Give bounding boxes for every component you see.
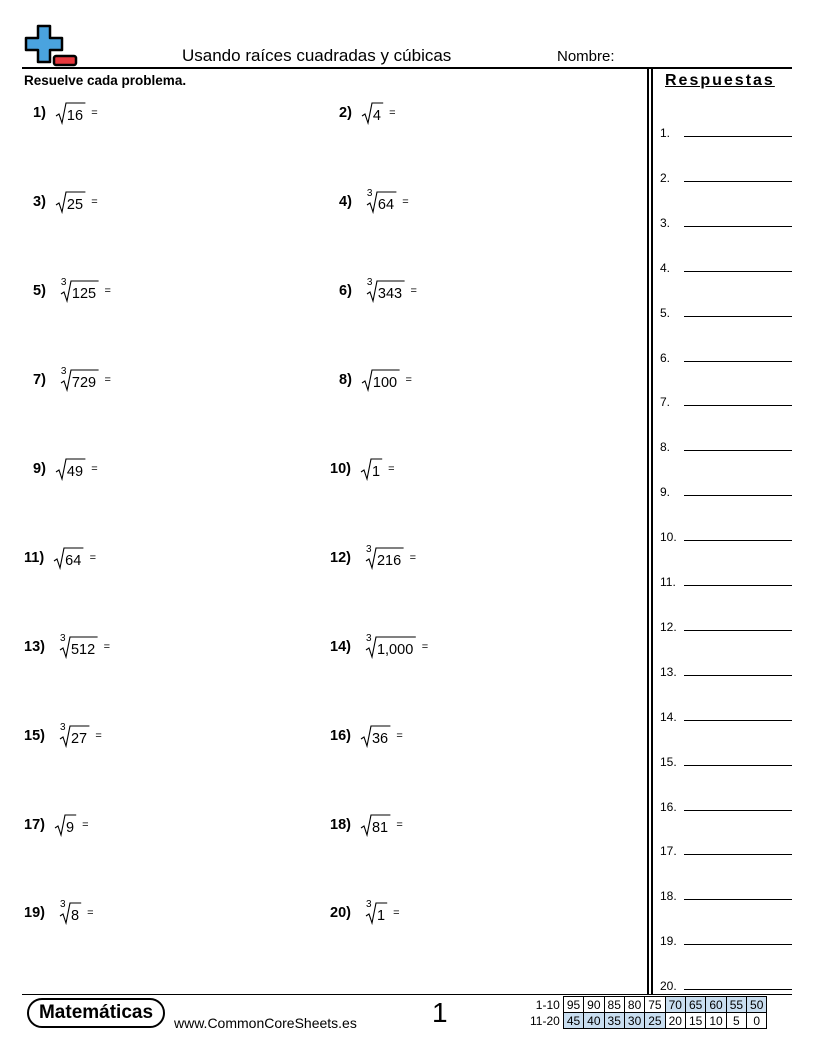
- problem-number: 12): [330, 550, 351, 566]
- answer-line-17[interactable]: [660, 838, 792, 858]
- score-cell: 85: [604, 997, 624, 1013]
- answer-line-15[interactable]: [660, 749, 792, 769]
- answer-blank[interactable]: [684, 764, 792, 766]
- radicand: 1: [376, 908, 386, 924]
- equals-sign: =: [95, 730, 102, 742]
- answer-blank[interactable]: [684, 629, 792, 631]
- answer-number: 18.: [660, 889, 677, 904]
- score-cell: 95: [563, 997, 583, 1013]
- answer-number: 14.: [660, 709, 677, 724]
- radicand: 343: [377, 286, 403, 302]
- square-root: [53, 812, 76, 838]
- cube-root: [53, 900, 81, 926]
- problem-12: [330, 543, 416, 573]
- equals-sign: =: [396, 730, 403, 742]
- score-cell: 40: [584, 1013, 604, 1029]
- answer-number: 4.: [660, 260, 671, 275]
- problem-18: [330, 810, 403, 840]
- answer-line-5[interactable]: [660, 300, 792, 320]
- equals-sign: =: [89, 552, 96, 564]
- score-cell: 25: [645, 1013, 665, 1029]
- problem-number: 5): [33, 283, 46, 299]
- radicand: 125: [71, 286, 97, 302]
- problem-number: 16): [330, 728, 351, 744]
- score-row: [530, 1013, 767, 1029]
- answer-line-3[interactable]: [660, 210, 792, 230]
- problem-number: 19): [24, 905, 45, 921]
- problem-number: 10): [330, 461, 351, 477]
- equals-sign: =: [87, 907, 94, 919]
- score-cell: 15: [685, 1013, 705, 1029]
- answer-blank[interactable]: [684, 988, 792, 990]
- score-cell: 90: [584, 997, 604, 1013]
- answer-number: 17.: [660, 844, 677, 859]
- answer-number: 15.: [660, 754, 677, 769]
- square-root: [52, 545, 83, 571]
- score-cell: 80: [624, 997, 644, 1013]
- score-cell: 35: [604, 1013, 624, 1029]
- equals-sign: =: [389, 107, 396, 119]
- radicand: 1,000: [376, 642, 414, 658]
- answer-blank[interactable]: [684, 674, 792, 676]
- problem-number: 13): [24, 639, 45, 655]
- answer-line-19[interactable]: [660, 928, 792, 948]
- equals-sign: =: [393, 907, 400, 919]
- answer-line-6[interactable]: [660, 345, 792, 365]
- problem-14: [330, 632, 428, 662]
- root-index: 3: [365, 544, 372, 555]
- answer-line-18[interactable]: [660, 883, 792, 903]
- problem-9: [33, 454, 98, 484]
- answer-line-1[interactable]: [660, 120, 792, 140]
- problem-number: 18): [330, 817, 351, 833]
- score-row-label: 11-20: [530, 1013, 560, 1028]
- radicand: 100: [372, 375, 398, 391]
- root-index: 3: [59, 899, 66, 910]
- radicand: 27: [70, 731, 88, 747]
- square-root: [359, 456, 382, 482]
- cube-root: [359, 634, 416, 660]
- answer-blank[interactable]: [684, 315, 792, 317]
- answer-blank[interactable]: [684, 719, 792, 721]
- equals-sign: =: [104, 374, 111, 386]
- cube-root: [54, 367, 99, 393]
- score-cell: 65: [685, 997, 705, 1013]
- root-index: 3: [59, 722, 66, 733]
- problem-number: 17): [24, 817, 45, 833]
- problem-17: [24, 810, 89, 840]
- root-index: 3: [59, 633, 66, 644]
- square-root: [54, 100, 85, 126]
- square-root: [54, 189, 85, 215]
- radicand: 9: [65, 820, 75, 836]
- problem-number: 14): [330, 639, 351, 655]
- problem-4: [339, 187, 409, 217]
- score-cell: 75: [645, 997, 665, 1013]
- site-url: www.CommonCoreSheets.es: [174, 1015, 357, 1031]
- equals-sign: =: [421, 641, 429, 653]
- root-index: 3: [60, 277, 67, 288]
- brand-badge: Matemáticas: [27, 998, 165, 1028]
- radicand: 81: [371, 820, 389, 836]
- answer-number: 1.: [660, 126, 671, 140]
- score-cell: 45: [563, 1013, 583, 1029]
- score-cell: 10: [706, 1013, 726, 1029]
- instructions: Resuelve cada problema.: [24, 73, 187, 88]
- answer-blank[interactable]: [684, 584, 792, 586]
- answer-number: 9.: [660, 485, 671, 500]
- square-root: [359, 723, 390, 749]
- answer-number: 12.: [660, 619, 677, 634]
- answer-number: 8.: [660, 440, 671, 455]
- radicand: 16: [66, 108, 84, 124]
- answer-blank[interactable]: [684, 360, 792, 362]
- problem-number: 9): [33, 461, 46, 477]
- score-cell: 55: [726, 997, 746, 1013]
- problem-number: 11): [24, 550, 45, 566]
- problem-number: 8): [339, 372, 352, 388]
- answer-number: 5.: [660, 305, 671, 320]
- answer-blank[interactable]: [684, 449, 792, 451]
- problem-number: 15): [24, 728, 45, 744]
- equals-sign: =: [405, 374, 412, 386]
- score-cell: 5: [726, 1013, 746, 1029]
- problem-16: [330, 721, 403, 751]
- problem-number: 6): [339, 283, 352, 299]
- square-root: [54, 456, 85, 482]
- score-cell: 0: [747, 1013, 767, 1029]
- answer-blank[interactable]: [684, 270, 792, 272]
- answer-line-8[interactable]: [660, 434, 792, 454]
- radicand: 4: [372, 108, 381, 124]
- plus-minus-logo-icon: [22, 24, 80, 68]
- root-index: 3: [60, 366, 67, 377]
- equals-sign: =: [103, 641, 110, 653]
- square-root: [360, 100, 383, 126]
- answer-line-10[interactable]: [660, 524, 792, 544]
- problem-number: 20): [330, 905, 351, 921]
- cube-root: [360, 189, 396, 215]
- problem-20: [330, 898, 400, 928]
- equals-sign: =: [91, 196, 98, 208]
- answer-number: 16.: [660, 799, 677, 814]
- answer-blank[interactable]: [684, 494, 792, 496]
- answer-line-7[interactable]: [660, 389, 792, 409]
- equals-sign: =: [91, 463, 98, 475]
- root-index: 3: [366, 277, 373, 288]
- answer-line-20[interactable]: [660, 973, 792, 993]
- score-cell: 50: [747, 997, 767, 1013]
- equals-sign: =: [104, 285, 111, 297]
- answer-number: 11.: [660, 575, 676, 589]
- equals-sign: =: [409, 552, 416, 564]
- problem-2: [339, 98, 396, 128]
- answer-number: 2.: [660, 170, 671, 185]
- square-root: [360, 367, 400, 393]
- cube-root: [360, 278, 405, 304]
- root-index: 3: [365, 899, 372, 910]
- problem-19: [24, 898, 94, 928]
- answer-number: 7.: [660, 395, 671, 410]
- answer-number: 19.: [660, 934, 677, 949]
- answer-blank[interactable]: [684, 135, 792, 137]
- answer-number: 20.: [660, 979, 677, 994]
- worksheet-title: Usando raíces cuadradas y cúbicas: [182, 46, 452, 65]
- answer-blank[interactable]: [684, 853, 792, 855]
- problem-5: [33, 276, 111, 306]
- answer-line-11[interactable]: [660, 569, 792, 589]
- radicand: 49: [66, 464, 84, 480]
- problem-7: [33, 365, 111, 395]
- problem-15: [24, 721, 102, 751]
- answer-blank[interactable]: [684, 809, 792, 811]
- problem-13: [24, 632, 110, 662]
- score-table: [530, 996, 767, 1029]
- problem-6: [339, 276, 417, 306]
- cube-root: [53, 634, 98, 660]
- problem-10: [330, 454, 395, 484]
- problem-number: 4): [339, 194, 352, 210]
- answer-number: 10.: [660, 530, 677, 545]
- root-index: 3: [365, 633, 372, 644]
- score-cell: 60: [706, 997, 726, 1013]
- answer-blank[interactable]: [684, 898, 792, 900]
- cube-root: [53, 723, 89, 749]
- answer-line-14[interactable]: [660, 704, 792, 724]
- score-row-label: 1-10: [535, 997, 560, 1012]
- answer-blank[interactable]: [684, 225, 792, 227]
- answer-column-divider: [651, 68, 653, 994]
- header-divider: [22, 67, 792, 69]
- cube-root: [359, 545, 404, 571]
- answer-number: 6.: [660, 350, 671, 365]
- problem-3: [33, 187, 98, 217]
- cube-root: [54, 278, 99, 304]
- name-label: Nombre:: [557, 48, 615, 65]
- answer-number: 3.: [660, 215, 671, 230]
- page-number: 1: [432, 997, 448, 1028]
- answer-blank[interactable]: [684, 943, 792, 945]
- equals-sign: =: [388, 463, 395, 475]
- square-root: [359, 812, 390, 838]
- radicand: 36: [371, 731, 389, 747]
- radicand: 1: [371, 464, 381, 480]
- problem-11: [24, 543, 96, 573]
- cube-root: [359, 900, 387, 926]
- problem-number: 2): [339, 105, 352, 121]
- root-index: 3: [366, 188, 373, 199]
- problem-number: 7): [33, 372, 46, 388]
- answer-line-9[interactable]: [660, 479, 792, 499]
- answers-title: Respuestas: [665, 72, 775, 89]
- radicand: 64: [65, 553, 82, 569]
- equals-sign: =: [402, 196, 409, 208]
- answer-blank[interactable]: [684, 180, 792, 182]
- answer-number: 13.: [660, 664, 677, 679]
- answer-line-13[interactable]: [660, 659, 792, 679]
- radicand: 8: [70, 908, 80, 924]
- answer-line-4[interactable]: [660, 255, 792, 275]
- problem-number: 3): [33, 194, 46, 210]
- radicand: 25: [66, 197, 84, 213]
- equals-sign: =: [91, 107, 98, 119]
- score-cell: 70: [665, 997, 685, 1013]
- equals-sign: =: [82, 819, 89, 831]
- score-cell: 30: [624, 1013, 644, 1029]
- answer-line-2[interactable]: [660, 165, 792, 185]
- answer-line-16[interactable]: [660, 794, 792, 814]
- score-row: [530, 997, 767, 1013]
- answer-blank[interactable]: [684, 404, 792, 406]
- footer-divider: [22, 994, 792, 995]
- score-cell: 20: [665, 1013, 685, 1029]
- radicand: 64: [377, 197, 395, 213]
- radicand: 729: [71, 375, 97, 391]
- answer-blank[interactable]: [684, 539, 792, 541]
- answer-column-divider: [647, 68, 649, 994]
- radicand: 216: [376, 553, 402, 569]
- problem-number: 1): [33, 105, 46, 121]
- equals-sign: =: [396, 819, 403, 831]
- radicand: 512: [70, 642, 96, 658]
- problem-1: [33, 98, 98, 128]
- problem-8: [339, 365, 412, 395]
- answer-line-12[interactable]: [660, 614, 792, 634]
- equals-sign: =: [410, 285, 417, 297]
